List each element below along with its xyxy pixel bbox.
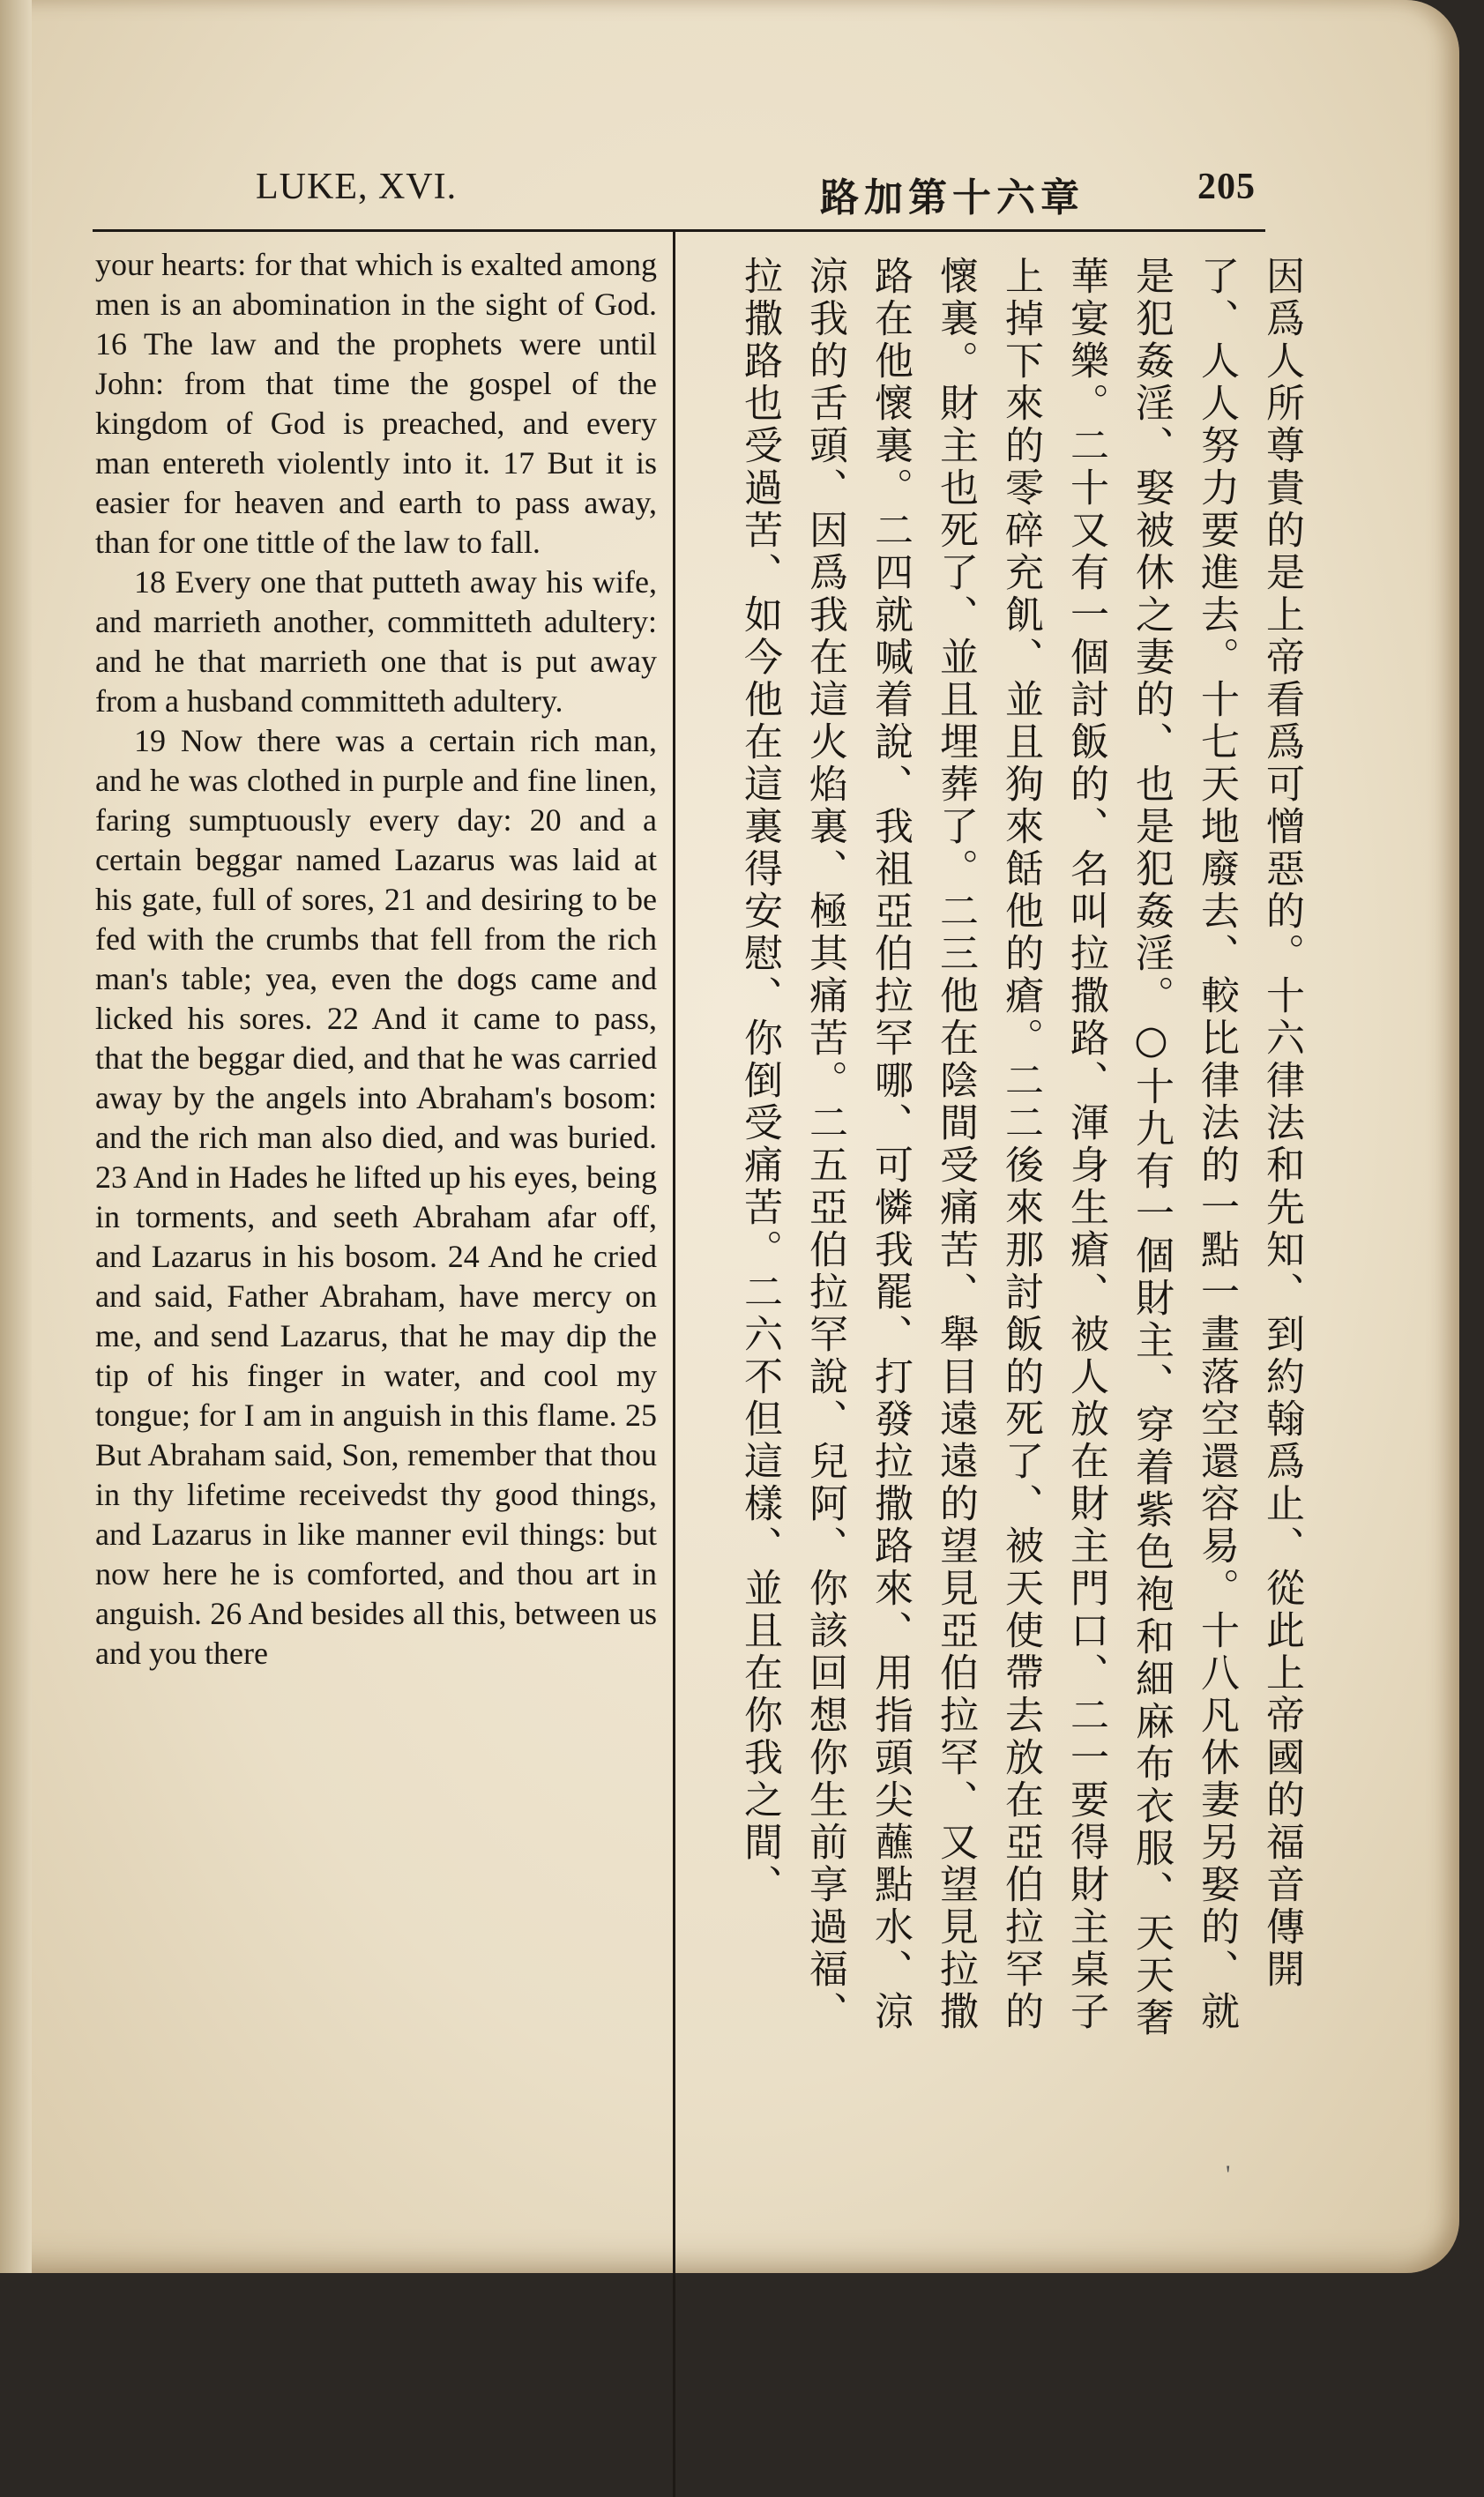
english-paragraph: 18 Every one that putteth away his wife, and marrieth another, committeth adultery: and he that marrieth one that is put away from a husband committeth adultery.	[95, 564, 657, 719]
page-number: 205	[1197, 167, 1256, 207]
header-rule	[93, 229, 1265, 232]
footer-mark: '	[1226, 2160, 1231, 2189]
english-paragraph: your hearts: for that which is exalted among men is an abomination in the sight of God. 16 The law and the prophets were until John: from that time the gospel of the kingdom of God is preached, and every man entereth violently into it. 17 But it is easier for heaven and earth to pass away, than for one tittle of the law to fall.	[95, 247, 657, 560]
running-head-chinese: 路加第十六章	[820, 175, 1085, 220]
english-paragraph: 19 Now there was a certain rich man, and he was clothed in purple and fine linen, faring sumptuously every day: 20 and a certain beggar named Lazarus was laid at his gate, full of sores, 21 and desiring to be fed with the crumbs that fell from the rich man's table; yea, even the dogs came and licked his sores. 22 And it came to pass, that the beggar died, and that he was carried away by the angels into Abraham's bosom: and the rich man also died, and was buried. 23 And in Hades he lifted up his eyes, being in torments, and seeth Abraham afar off, and Lazarus in his bosom. 24 And he cried and said, Father Abraham, have mercy on me, and send Lazarus, that he may dip the tip of his finger in water, and cool my tongue; for I am in anguish in this flame. 25 But Abraham said, Son, remember that thou in thy lifetime receivedst thy good things, and Lazarus in like manner evil things: but now here he is comforted, and thou art in anguish. 26 And besides all this, between us and you there	[95, 723, 657, 1671]
running-head-english: LUKE, XVI.	[256, 167, 458, 207]
english-column	[95, 245, 657, 1673]
column-divider	[673, 231, 675, 2497]
chinese-column: 因爲人所尊貴的是上帝看爲可憎惡的。十六律法和先知、到約翰爲止、從此上帝國的福音傳開了、人人努力要進去。十七天地廢去、較比律法的一點一畫落空還容易。十八凡休妻另娶的、就是犯姦淫、娶被休之妻的、也是犯姦淫。○十九有一個財主、穿着紫色袍和細麻布衣服、天天奢華宴樂。二十又有一個討飯的、名叫拉撒路、渾身生瘡、被人放在財主門口、二一要得財主桌子上掉下來的零碎充飢、並且狗來餂他的瘡。二二後來那討飯的死了、被天使帶去放在亞伯拉罕的懷裏。財主也死了、並且埋葬了。二三他在陰間受痛苦、舉目遠遠的望見亞伯拉罕、又望見拉撒路在他懷裏。二四就喊着說、我祖亞伯拉罕哪、可憐我罷、打發拉撒路來、用指頭尖蘸點水、涼涼我的舌頭、因爲我在這火焰裏、極其痛苦。二五亞伯拉罕說、兒阿、你該回想你生前享過福、拉撒路也受過苦、如今他在這裏得安慰、你倒受痛苦。二六不但這樣、並且在你我之間、	[737, 256, 1304, 2039]
page-gutter	[0, 0, 32, 2273]
